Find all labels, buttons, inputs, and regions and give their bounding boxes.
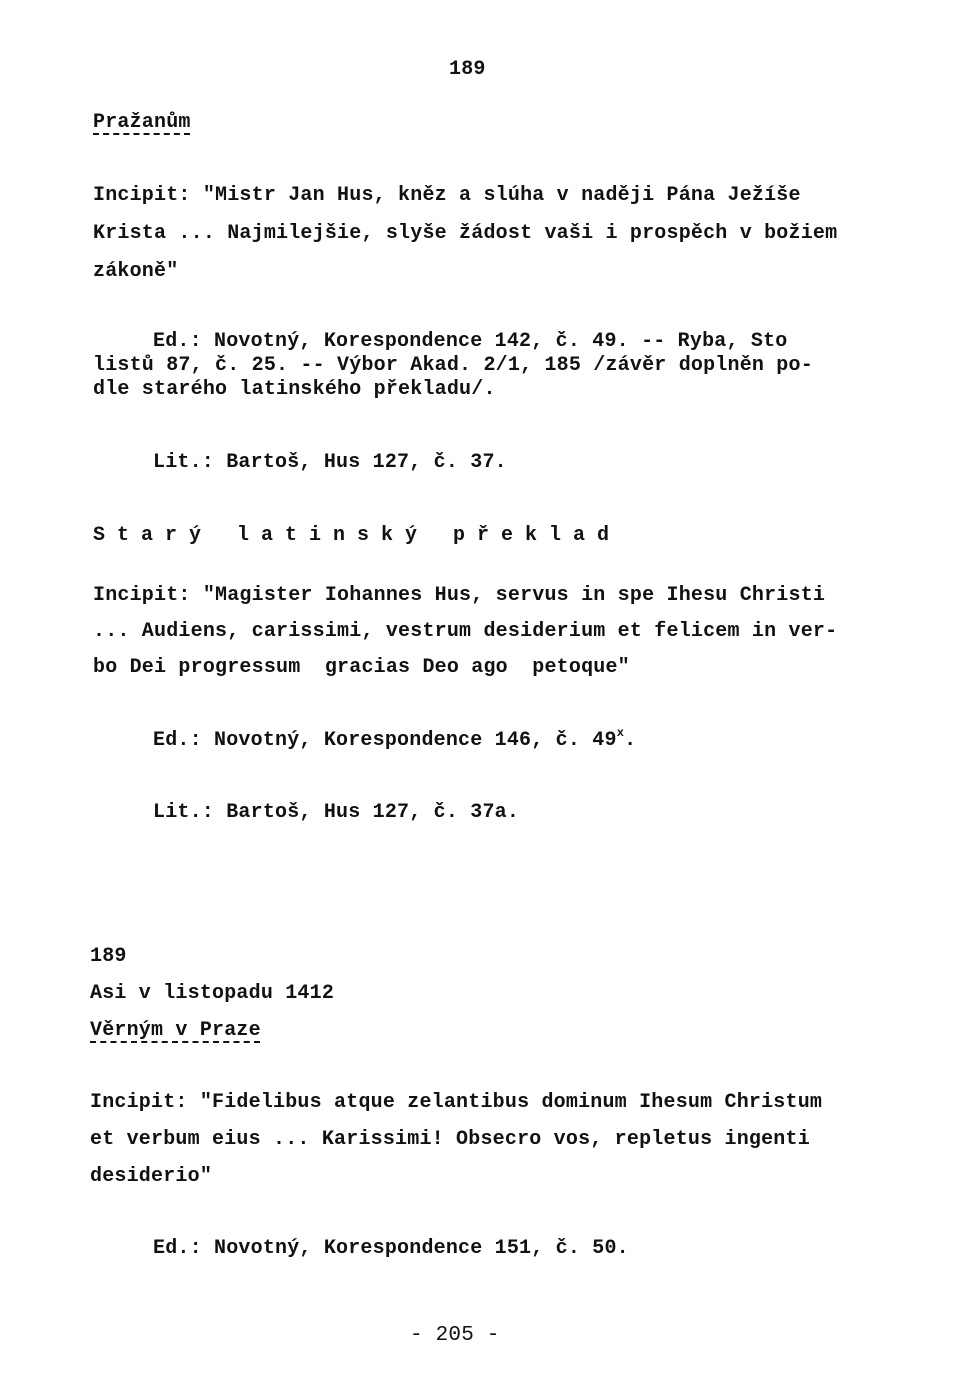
section-2-ed [153,726,637,752]
section-1-ed-line-2: listů 87, č. 25. -- Výbor Akad. 2/1, 185 /závěr doplněn po- [93,354,813,377]
section-1-heading: Pražanům [93,111,191,134]
section-2-ed-tail: . [624,729,637,752]
section-1-ed-line-1: Ed.: Novotný, Korespondence 142, č. 49. -- Ryba, Sto [153,330,788,353]
section-3-ed: Ed.: Novotný, Korespondence 151, č. 50. [153,1237,629,1260]
section-3-incipit-line-1: Incipit: "Fidelibus atque zelantibus dominum Ihesum Christum [90,1091,823,1114]
section-2-ed-main: Ed.: Novotný, Korespondence 146, č. 49 [153,729,617,752]
section-2-ed-superscript: x [616,726,625,740]
header-number: 189 [449,58,486,81]
footer-page-number: - 205 - [410,1324,500,1347]
section-1-incipit-line-1: Incipit: "Mistr Jan Hus, kněz a slúha v naději Pána Ježíše [93,184,801,207]
section-2-heading: Starý latinský překlad [93,524,622,547]
section-2-incipit-line-3: bo Dei progressum gracias Deo ago petoque" [93,656,630,679]
section-3-incipit-line-3: desiderio" [90,1165,213,1188]
section-1-incipit-line-3: zákoně" [93,260,179,283]
section-1-incipit-line-2: Krista ... Najmilejšie, slyše žádost vaši i prospěch v božiem [93,222,838,245]
section-1-lit: Lit.: Bartoš, Hus 127, č. 37. [153,451,507,474]
section-2-incipit-line-1: Incipit: "Magister Iohannes Hus, servus in spe Ihesu Christi [93,584,826,607]
section-3-number: 189 [90,945,127,968]
section-3-incipit-line-2: et verbum eius ... Karissimi! Obsecro vos, repletus ingenti [90,1128,810,1151]
section-2-incipit-line-2: ... Audiens, carissimi, vestrum desiderium et felicem in ver- [93,620,838,643]
section-2-lit: Lit.: Bartoš, Hus 127, č. 37a. [153,801,520,824]
section-1-ed-line-3: dle starého latinského překladu/. [93,378,496,401]
section-3-date: Asi v listopadu 1412 [90,982,335,1005]
section-3-heading: Věrným v Praze [90,1019,261,1042]
